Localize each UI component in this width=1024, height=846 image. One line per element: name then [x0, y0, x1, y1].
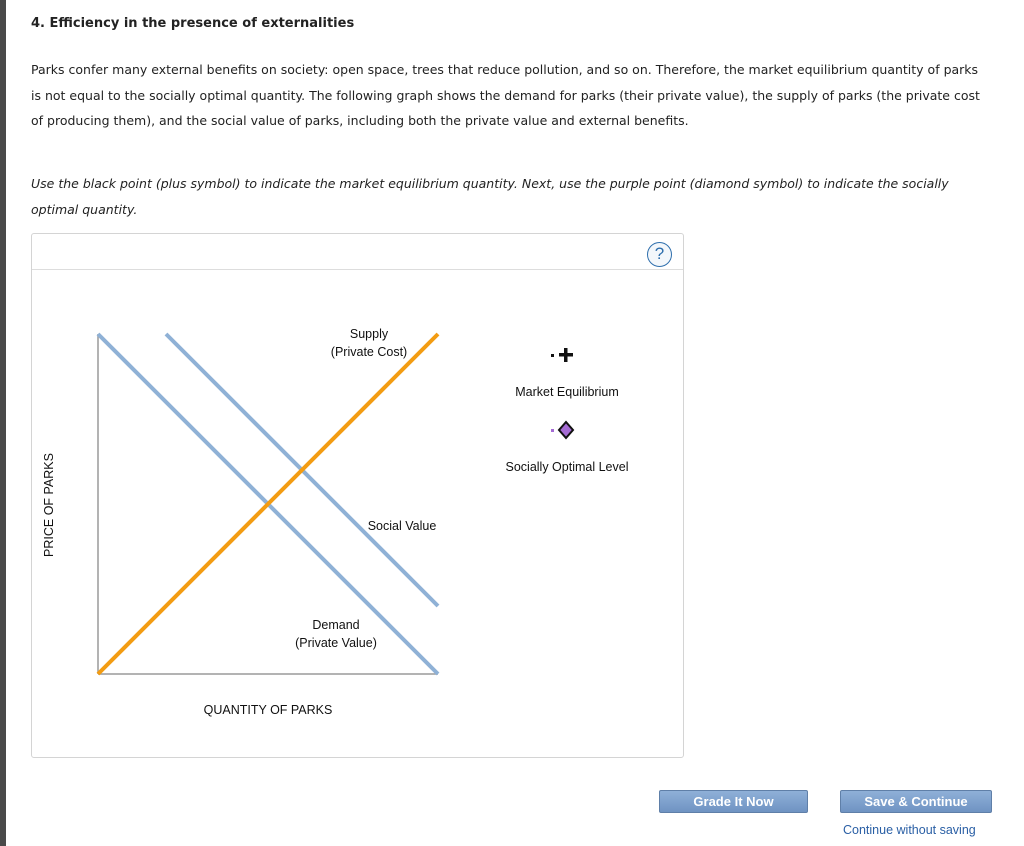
diamond-marker-tool[interactable] [551, 422, 573, 438]
legend-socially-optimal-label: Socially Optimal Level [505, 460, 629, 474]
graph-panel [31, 233, 684, 758]
supply-sublabel: (Private Cost) [330, 345, 408, 359]
left-edge-bar [0, 0, 6, 846]
save-and-continue-button[interactable]: Save & Continue [840, 790, 992, 813]
y-axis-label: PRICE OF PARKS [42, 453, 56, 557]
legend-market-equilibrium-label: Market Equilibrium [515, 385, 619, 399]
supply-label: Supply [349, 327, 389, 341]
grade-it-now-button[interactable]: Grade It Now [659, 790, 808, 813]
plus-marker-handle [551, 354, 554, 357]
plus-marker-tool[interactable] [551, 348, 573, 362]
continue-without-saving-link[interactable]: Continue without saving [843, 823, 976, 837]
question-circle-icon[interactable]: ? [647, 242, 672, 267]
diamond-icon [559, 422, 573, 438]
demand-sublabel: (Private Value) [295, 636, 377, 650]
question-instruction: Use the black point (plus symbol) to indicate the market equilibrium quantity. Next, use the purple point (diamond symbol) to indicate the socially optimal quantity. [31, 176, 949, 217]
question-title: 4. Efficiency in the presence of externalities [31, 16, 355, 31]
plus-icon-horizontal [559, 353, 573, 357]
graph-canvas [32, 234, 683, 757]
x-axis-label: QUANTITY OF PARKS [203, 703, 333, 717]
question-intro: Parks confer many external benefits on society: open space, trees that reduce pollution, and so on. Therefore, the market equilibrium quantity of parks is not equal to the socially optimal quantity. The following graph shows the demand for parks (their private value), the supply of parks (the private cost of producing them), and the social value of parks, including both the private value and external benefits. [31, 62, 980, 128]
diamond-marker-handle [551, 429, 554, 432]
demand-label: Demand [312, 618, 360, 632]
social-value-label: Social Value [367, 519, 437, 533]
